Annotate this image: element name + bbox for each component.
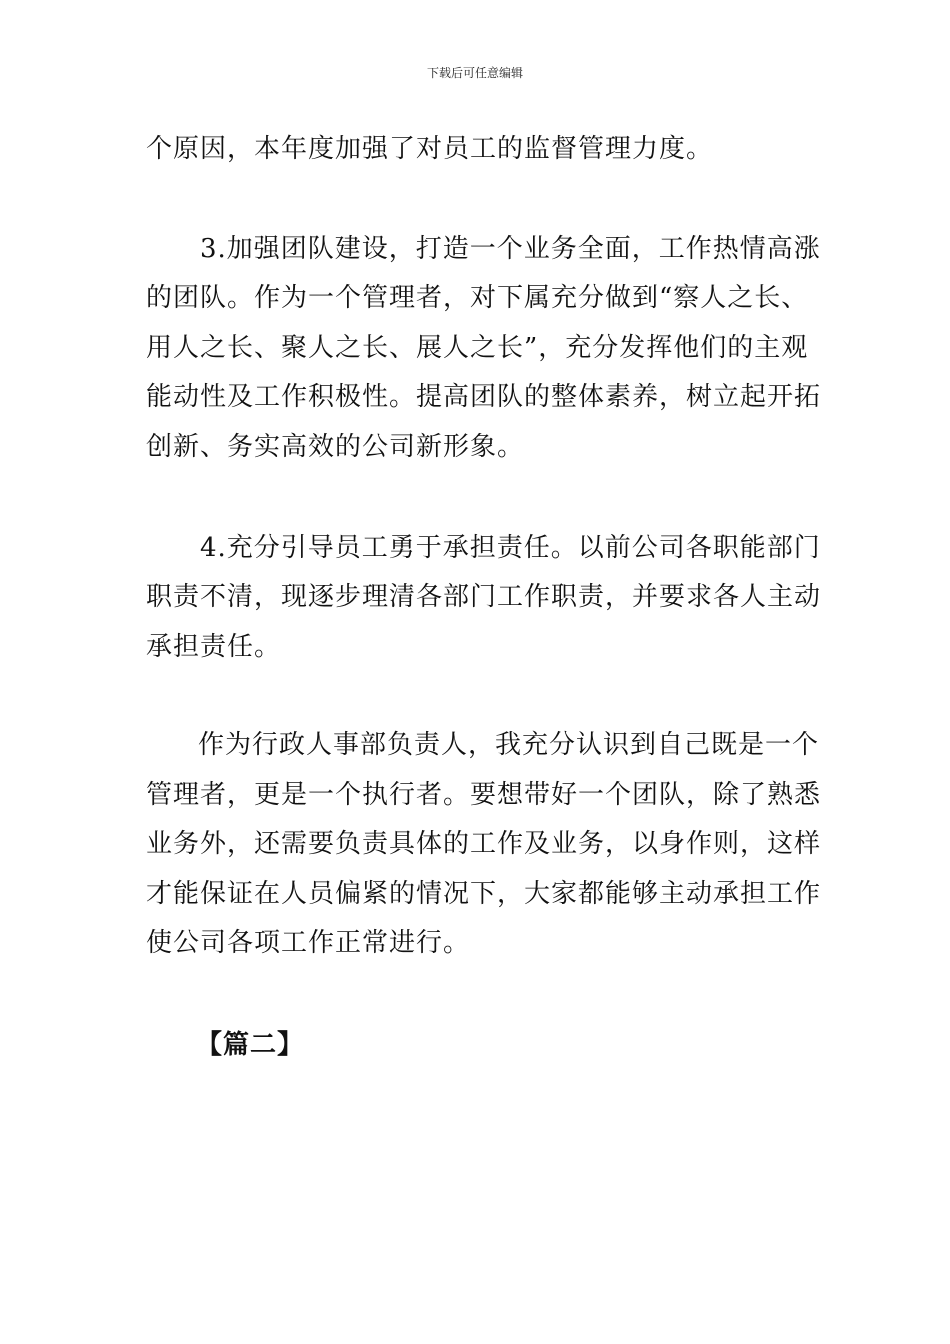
paragraph-line: 个原因，本年度加强了对员工的监督管理力度。 (146, 134, 714, 164)
paragraph-line: 业务外，还需要负责具体的工作及业务，以身作则，这样 (146, 829, 822, 859)
paragraph-line: 3.加强团队建设，打造一个业务全面，工作热情高涨 (200, 234, 821, 264)
paragraph-line: 的团队。作为一个管理者，对下属充分做到“察人之长、 (146, 283, 809, 313)
paragraph-line: 4.充分引导员工勇于承担责任。以前公司各职能部门 (200, 533, 821, 563)
paragraph-line: 创新、务实高效的公司新形象。 (146, 432, 525, 462)
paragraph-line: 用人之长、聚人之长、展人之长”，充分发挥他们的主观 (146, 333, 809, 363)
paragraph-line: 能动性及工作积极性。提高团队的整体素养，树立起开拓 (146, 382, 822, 412)
paragraph-line: 承担责任。 (146, 632, 282, 662)
page-header: 下载后可任意编辑 (426, 66, 523, 80)
paragraph-line: 职责不清，现逐步理清各部门工作职责，并要求各人主动 (146, 582, 822, 612)
paragraph-line: 才能保证在人员偏紧的情况下，大家都能够主动承担工作 (146, 879, 822, 909)
section-heading: 【篇二】 (196, 1030, 305, 1060)
paragraph-line: 使公司各项工作正常进行。 (146, 928, 471, 958)
paragraph-line: 作为行政人事部负责人，我充分认识到自己既是一个 (198, 730, 820, 760)
paragraph-line: 管理者，更是一个执行者。要想带好一个团队，除了熟悉 (146, 780, 822, 810)
